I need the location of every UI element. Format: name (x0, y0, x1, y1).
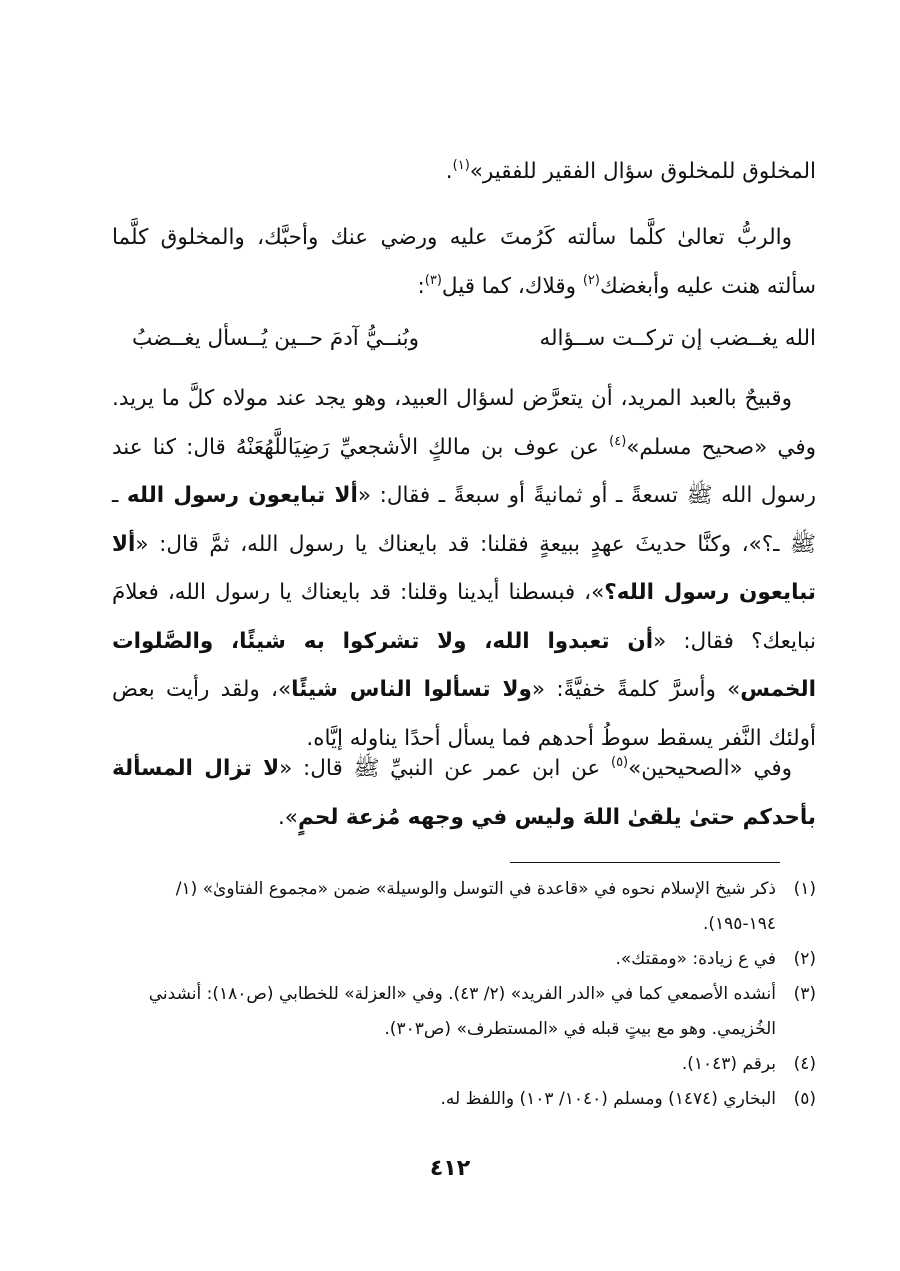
p2-seg2: وقلاك، كما قيل (441, 273, 583, 299)
footnote-text: في ع زيادة: «ومقتك». (615, 949, 776, 969)
p2-seg3: : (417, 273, 425, 299)
p4-seg2: عن ابن عمر عن النبيِّ ﷺ قال: « (279, 756, 611, 781)
footnote-2 (112, 942, 816, 977)
page-number: ٤١٢ (429, 1156, 471, 1181)
poetry-verse (112, 315, 816, 363)
footnote-ref-3[interactable]: (٣) (424, 272, 442, 288)
p3-seg5: » وأسرَّ كلمةً خفيَّةً: « (531, 677, 741, 702)
verse-hemistich-1: الله يغــضب إن تركــت ســؤاله (539, 326, 816, 351)
footnote-text: البخاري (١٤٧٤) ومسلم (١٠٤٠/ ١٠٣) واللفظ له. (440, 1089, 776, 1109)
verse-hemistich-2: وبُنــيُّ آدمَ حــين يُــسأل يغــضبُ (132, 326, 419, 351)
p3-seg3: ـ ﷺ ـ؟»، وكنَّا حديثَ عهدٍ ببيعةٍ فقلنا: قد بايعناك يا رسول الله، ثمَّ قال: « (112, 483, 816, 557)
footnote-number: (٣) (793, 984, 816, 1004)
footnote-3 (112, 977, 816, 1047)
footnote-number: (٥) (793, 1089, 816, 1109)
hadith-bold-3: أن تعبدوا الله، ولا تشركوا به شيئًا، والصَّلوات الخمس (112, 628, 816, 702)
hadith-bold-4: ولا تسألوا الناس شيئًا (291, 677, 532, 702)
footnote-number: (١) (793, 879, 816, 899)
footnote-4 (112, 1047, 816, 1082)
p3-seg1: وقبيحٌ بالعبد المريد، أن يتعرَّض لسؤال العبيد، وهو يجد عند مولاه كلَّ ما يريد. وفي «صحيح مسلم» (112, 386, 816, 460)
hadith-bold-1: ألا تبايعون رسول الله (126, 483, 358, 508)
footnote-ref-5[interactable]: (٥) (610, 755, 629, 770)
hadith-bold-5: لا تزال المسألة بأحدكم حتىٰ يلقىٰ اللهَ وليس في وجهه مُزعة لحمٍ (112, 756, 816, 830)
footnote-text: برقم (١٠٤٣). (681, 1054, 776, 1074)
paragraph-1 (112, 148, 816, 197)
p1-end: . (445, 159, 453, 184)
p2-seg1: والربُّ تعالىٰ كلَّما سألته كَرُمتَ عليه ورضي عنك وأحبَّك، والمخلوق كلَّما سألته هنت عليه وأبغضك (112, 225, 816, 299)
footnotes (112, 872, 816, 1117)
p1-text: المخلوق للمخلوق سؤال الفقير للفقير» (469, 159, 816, 184)
footnote-ref-2[interactable]: (٢) (582, 272, 600, 288)
p4-seg3: ». (277, 804, 298, 830)
footnote-text: أنشده الأصمعي كما في «الدر الفريد» (٢/ ٤٣). وفي «العزلة» للخطابي (ص١٨٠): أنشدني الخُزيمي. وهو مع بيتٍ قبله في «المستطرف» (ص٣٠٣). (148, 984, 776, 1039)
footnote-1 (112, 872, 816, 942)
paragraph-4 (112, 745, 816, 842)
hadith-bold-2: ألا تبايعون رسول الله؟ (112, 531, 816, 605)
footnote-number: (٢) (793, 949, 816, 969)
paragraph-2 (112, 214, 816, 311)
p3-seg6: »، ولقد رأيت بعض أولئك النَّفر يسقط سوطُ أحدهم فما يسأل أحدًا يناوله إيَّاه. (112, 677, 816, 751)
footnote-number: (٤) (793, 1054, 816, 1074)
p3-seg4: »، فبسطنا أيدينا وقلنا: قد بايعناك يا رسول الله، فعلامَ نبايعك؟ فقال: « (112, 580, 816, 654)
paragraph-3 (112, 375, 816, 763)
footnote-5 (112, 1082, 816, 1117)
footnote-ref-4[interactable]: (٤) (609, 433, 627, 449)
p3-seg2: عن عوف بن مالكٍ الأشجعيِّ رَضِيَاللَّهُعَنْهُ قال: كنا عند رسول الله ﷺ تسعةً ـ أو ثمانيةً أو سبعةً ـ فقال: « (112, 434, 817, 508)
footnote-divider (510, 862, 780, 863)
footnote-text: ذكر شيخ الإسلام نحوه في «قاعدة في التوسل والوسيلة» ضمن «مجموع الفتاوىٰ» (١/ ١٩٤-١٩٥). (175, 879, 776, 934)
footnote-ref-1[interactable]: (١) (452, 158, 470, 173)
p4-seg1: وفي «الصحيحين» (628, 756, 793, 781)
